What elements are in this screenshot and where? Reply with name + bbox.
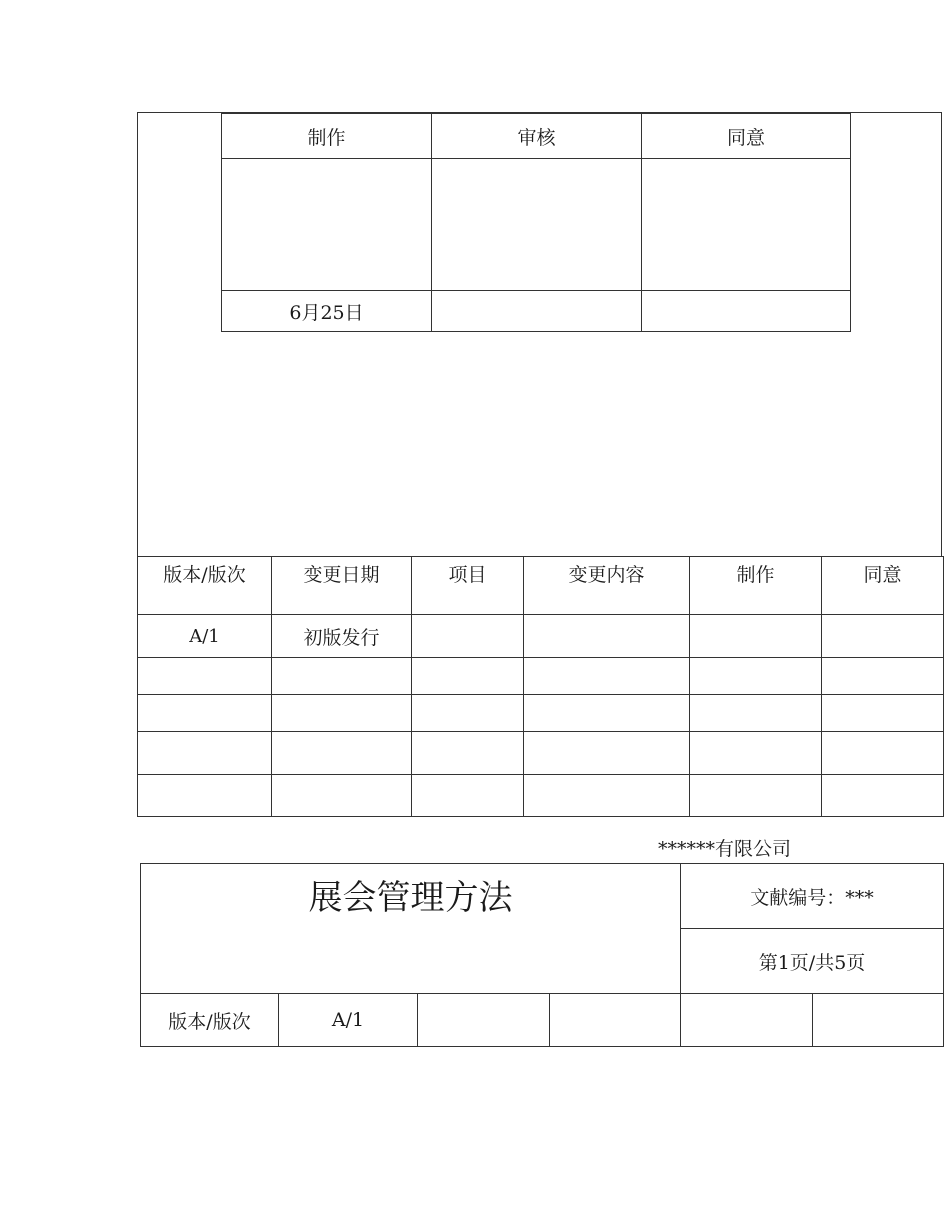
- approval-date-cell: 6月25日: [222, 291, 432, 332]
- table-cell: [138, 732, 272, 775]
- approval-header-cell: 审核: [432, 114, 642, 159]
- signature-box-reviewer: [432, 159, 642, 291]
- table-cell: [690, 695, 822, 732]
- table-cell: [412, 732, 524, 775]
- table-cell: [690, 775, 822, 817]
- approval-date-cell: [432, 291, 642, 332]
- revision-header-cell: 版本/版次: [138, 557, 272, 615]
- table-row: [138, 615, 944, 658]
- document-header-block: [140, 863, 944, 1047]
- table-cell: [822, 695, 944, 732]
- version-label: 版本/版次: [141, 994, 279, 1047]
- table-cell: [690, 615, 822, 658]
- table-cell: [138, 658, 272, 695]
- revision-history-table: [137, 556, 944, 817]
- table-cell: 初版发行: [272, 615, 412, 658]
- company-name: ******有限公司: [658, 838, 792, 860]
- table-cell: [813, 994, 944, 1047]
- table-cell: [272, 695, 412, 732]
- table-cell: [524, 775, 690, 817]
- revision-header-cell: 变更内容: [524, 557, 690, 615]
- approval-signature-row: [222, 159, 851, 291]
- table-cell: [412, 615, 524, 658]
- table-cell: [524, 695, 690, 732]
- table-cell: [524, 732, 690, 775]
- revision-header-cell: 变更日期: [272, 557, 412, 615]
- table-row: [138, 775, 944, 817]
- table-row: [138, 732, 944, 775]
- revision-header-cell: 项目: [412, 557, 524, 615]
- approval-table: [221, 113, 851, 332]
- table-cell: [822, 775, 944, 817]
- table-cell: [690, 732, 822, 775]
- table-cell: [412, 658, 524, 695]
- signature-box-maker: [222, 159, 432, 291]
- table-cell: [418, 994, 550, 1047]
- table-cell: [822, 615, 944, 658]
- table-cell: [412, 775, 524, 817]
- signature-box-approver: [642, 159, 851, 291]
- approval-header-cell: 制作: [222, 114, 432, 159]
- approval-date-row: [222, 291, 851, 332]
- table-cell: [550, 994, 681, 1047]
- document-number: 文献编号：***: [681, 864, 944, 929]
- table-cell: [272, 658, 412, 695]
- approval-header-row: [222, 114, 851, 159]
- table-row: [138, 658, 944, 695]
- revision-header-cell: 制作: [690, 557, 822, 615]
- table-cell: [272, 732, 412, 775]
- approval-date-cell: [642, 291, 851, 332]
- table-cell: [822, 732, 944, 775]
- document-title: 展会管理方法: [141, 864, 681, 994]
- page-info: 第1页/共5页: [681, 929, 944, 994]
- version-value: A/1: [279, 994, 418, 1047]
- table-cell: [822, 658, 944, 695]
- table-row: [138, 695, 944, 732]
- revision-header-row: [138, 557, 944, 615]
- table-cell: [524, 658, 690, 695]
- table-cell: A/1: [138, 615, 272, 658]
- table-cell: [681, 994, 813, 1047]
- table-cell: [690, 658, 822, 695]
- revision-header-cell: 同意: [822, 557, 944, 615]
- table-cell: [138, 695, 272, 732]
- version-row: [141, 994, 944, 1047]
- approval-header-cell: 同意: [642, 114, 851, 159]
- table-cell: [138, 775, 272, 817]
- table-cell: [272, 775, 412, 817]
- table-cell: [412, 695, 524, 732]
- table-cell: [524, 615, 690, 658]
